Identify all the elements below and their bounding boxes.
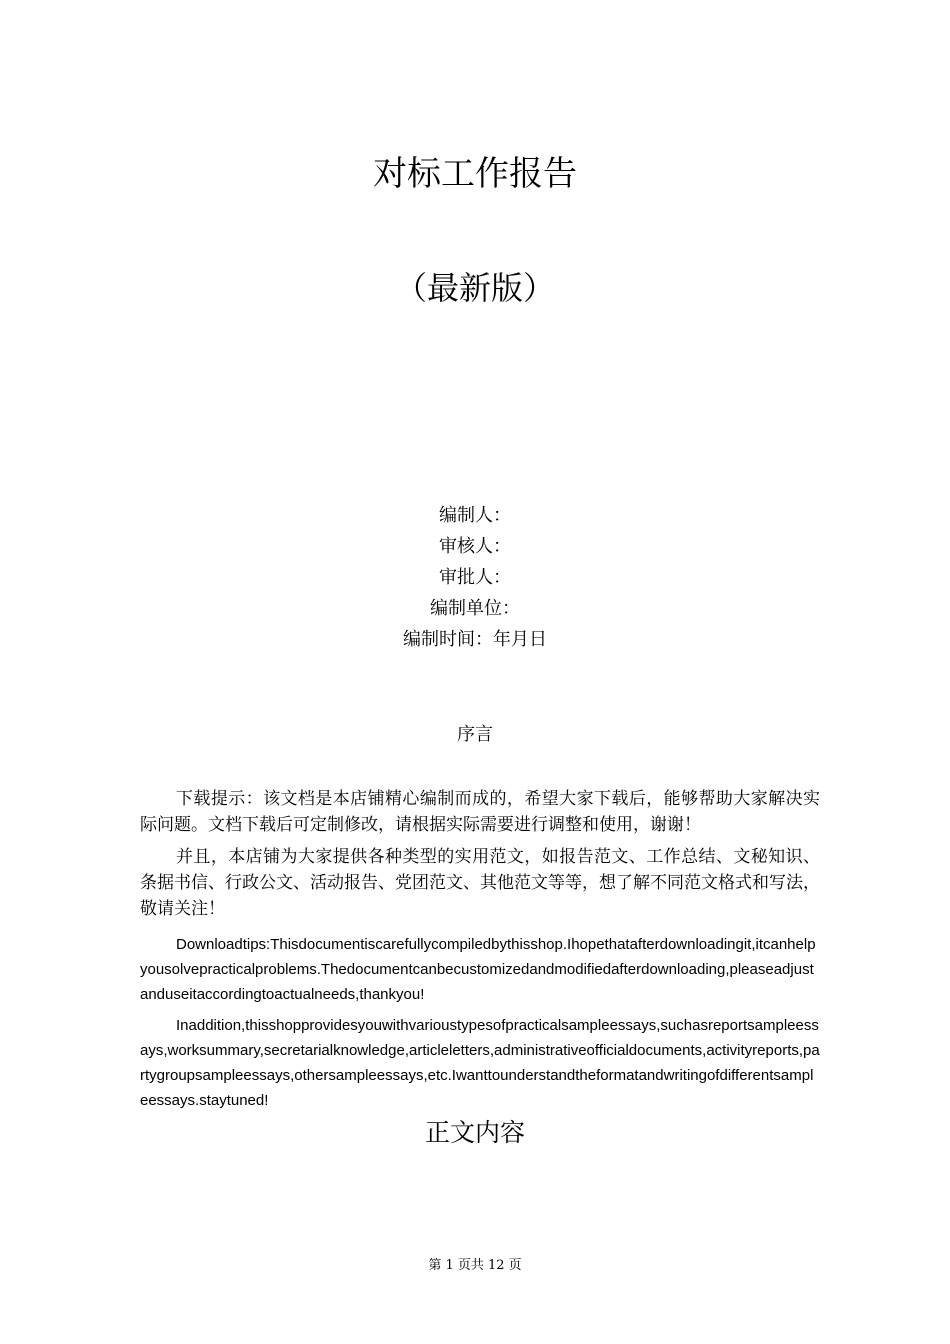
page-number-footer: 第 1 页共 12 页 [428, 1258, 522, 1273]
sample-essays-paragraph-en: Inaddition,thisshopprovidesyouwithvarioustypesofpracticalsampleessays,suchasreportsampleessays,worksummary,secretarialknowledge,articleletters,administrativeofficialdocuments,activityreports,partygroupsampleessays,othersampleessays,etc.Iwanttounderstandtheformatandwritingofdifferentsampleessays.staytuned! [140, 1017, 820, 1109]
compiler-line: 编制人： [439, 505, 511, 526]
sample-essays-paragraph-cn: 并且，本店铺为大家提供各种类型的实用范文，如报告范文、工作总结、文秘知识、条据书信、行政公文、活动报告、党团范文、其他范文等等，想了解不同范文格式和写法，敬请关注！ [140, 847, 820, 919]
preface-heading: 序言 [457, 724, 493, 745]
download-tip-paragraph-cn: 下载提示：该文档是本店铺精心编制而成的，希望大家下载后，能够帮助大家解决实际问题。文档下载后可定制修改，请根据实际需要进行调整和使用，谢谢！ [140, 789, 820, 835]
download-tip-paragraph-en: Downloadtips:Thisdocumentiscarefullycompiledbythisshop.Ihopethatafterdownloadingit,itcanhelpyousolvepracticalproblems.Thedocumentcanbecustomizedandmodifiedafterdownloading,pleaseadjustanduseitaccordingtoactualneeds,thankyou! [140, 936, 816, 1003]
compiling-unit-line: 编制单位： [430, 598, 520, 619]
approver-line: 审批人： [439, 567, 511, 588]
document-subtitle: （最新版） [394, 269, 555, 307]
reviewer-line: 审核人： [439, 536, 511, 557]
document-title: 对标工作报告 [373, 154, 577, 194]
document-meta-block [0, 500, 950, 655]
compiling-date-line: 编制时间：年月日 [403, 629, 547, 650]
preface-body [140, 786, 820, 1119]
main-content-heading: 正文内容 [424, 1118, 525, 1147]
